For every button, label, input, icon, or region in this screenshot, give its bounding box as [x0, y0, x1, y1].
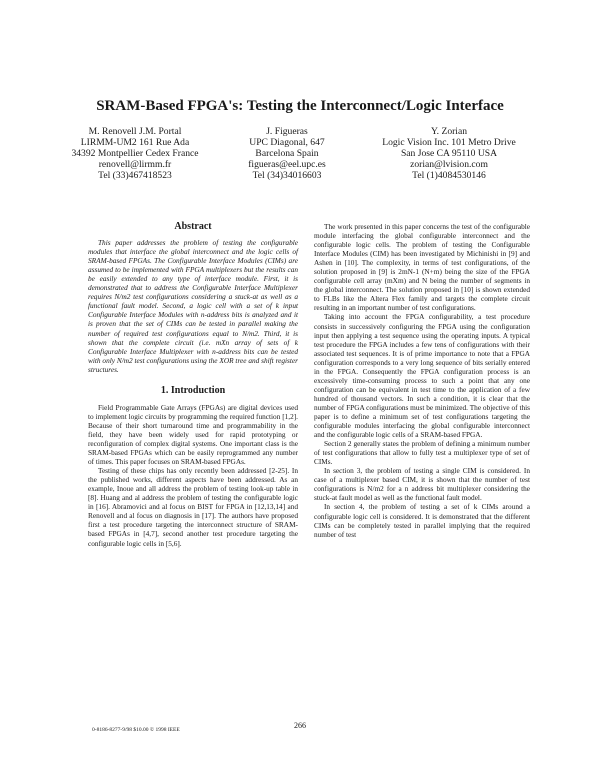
- author-3-line: San Jose CA 95110 USA: [400, 148, 498, 159]
- author-block-2: [232, 126, 342, 181]
- author-2-line: figueras@eel.upc.es: [248, 159, 326, 170]
- author-2-line: J. Figueras: [266, 126, 308, 137]
- author-1-line: LIRMM-UM2 161 Rue Ada: [80, 137, 190, 148]
- introduction-heading: 1. Introduction: [160, 384, 226, 396]
- body-paragraph: In section 3, the problem of testing a single CIM is considered. In case of a multiplexer based CIM, it is shown that the number of test configurations is N/m2 for a n address bit multiplexer considering the stuck-at fault model as well as the functional fault model.: [314, 466, 530, 503]
- left-column: [88, 222, 298, 548]
- abstract-heading: Abstract: [174, 221, 212, 232]
- author-block-1: [70, 126, 200, 181]
- abstract-text: This paper addresses the problem of testing the configurable modules that interface the global interconnect and the logic cells of SRAM-based FPGAs. The Configurable Interface Modules (CIMs) are assumed to be implemented with FPGA multiplexers but the results can be easily extended to any type of interface module. First, it is demonstrated that to address the Configurable Interface Multiplexer requires N/m2 test configurations considering a stuck-at as well as a functional fault model. Second, a logic cell with a set of k input Configurable Interface Modules with n-address bits is analyzed and it is proven that the set of CIMs can be tested in parallel making the number of required test configurations equal to N/m2. Third, it is shown that the complete circuit (i.e. mXn array of sets of k Configurable Interface Multiplexer with n-address bits can be tested with only N/m2 test configurations using the XOR tree and shift register structures.: [88, 238, 298, 374]
- author-3-line: Y. Zorian: [430, 126, 468, 137]
- intro-paragraph: Testing of these chips has only recently been addressed [2-25]. In the published works, different aspects have been addressed. As an example, Inoue and all address the problem of testing look-up table in [8]. Huang and al address the problem of testing the configurable logic in [16]. Abramovici and al focus on BIST for FPGA in [12,13,14] and Renovell and al focus on diagnosis in [17]. The authors have proposed first a test procedure targeting the interconnect structure of SRAM-based FPGAs in [4,7], second another test procedure targeting the configurable logic cells in [5,6].: [88, 466, 298, 548]
- page-number: 266: [294, 721, 306, 730]
- author-1-line: Tel (33)467418523: [98, 170, 172, 181]
- author-2-line: UPC Diagonal, 647: [249, 137, 325, 148]
- author-2-line: Barcelona Spain: [255, 148, 319, 159]
- intro-paragraph: Field Programmable Gate Arrays (FPGAs) are digital devices used to implement logic circuits by programming the required function [1,2]. Because of their short turnaround time and programmability in the field, they have been widely used for rapid prototyping or reconfiguration of complex digital systems. One important class is the SRAM-based FPGAs which can be easily reprogrammed any number of times. This paper focuses on SRAM-based FPGAs.: [88, 402, 298, 467]
- body-paragraph: The work presented in this paper concerns the test of the configurable module interfacing the global configurable interconnect and the configurable logic cells. The problem of testing the Configurable Interface Modules (CIM) has been investigated by Michinishi in [9] and Ashen in [10]. The complexity, in terms of test configurations, of the solution proposed in [9] is 2mN-1 (N+m) being the size of the FPGA configurable cell array (mXm) and N being the number of segments in the global interconnect. The solution proposed in [10] is shown extended to FLBs like the Altera Flex family and targets the complete circuit resulting in an important number of test configurations.: [314, 222, 530, 313]
- author-3-line: Tel (1)4084530146: [412, 170, 486, 181]
- body-paragraph: In section 4, the problem of testing a set of k CIMs around a configurable logic cell is considered. It is demonstrated that the different CIMs can be completely tested in parallel implying that the required number of test: [314, 502, 530, 539]
- author-3-line: Logic Vision Inc. 101 Metro Drive: [382, 137, 516, 148]
- author-1-line: M. Renovell J.M. Portal: [88, 126, 182, 137]
- author-block-3: [374, 126, 524, 181]
- author-2-line: Tel (34)34016603: [252, 170, 322, 181]
- body-paragraph: Section 2 generally states the problem of defining a minimum number of test configurations that allow to fully test a multiplexer type of set of CIMs.: [314, 439, 530, 467]
- author-1-line: renovell@lirmm.fr: [98, 159, 172, 170]
- copyright-footer: 0-8186-8277-9/98 $10.00 © 1998 IEEE: [92, 727, 180, 733]
- author-3-line: zorian@lvision.com: [410, 159, 488, 170]
- right-column: [314, 222, 530, 539]
- author-1-line: 34392 Montpellier Cedex France: [71, 148, 199, 159]
- paper-title: SRAM-Based FPGA's: Testing the Interconnect/Logic Interface: [96, 98, 504, 114]
- body-paragraph: Taking into account the FPGA configurability, a test procedure consists in successively configuring the FPGA using the configuration input then applying a test sequence using the operating inputs. A typical test procedure the FPGA includes a few tens of configurations with their associated test sequences. It is of prime importance to note that a FPGA configuration corresponds to a very long sequence of bits serially entered in the FPGA. Consequently the FPGA configuration process is an excessively time-consuming process to such a point that any one configuration can be equivalent in test time to the application of a few hundred of thousand vectors. In such a condition, it is clear that the number of FPGA configurations must be minimized. The objective of this paper is to define a minimum set of test configurations targeting the configurable modules interfacing the global configurable interconnect and the configurable logic cells of a SRAM-based FPGA.: [314, 312, 530, 440]
